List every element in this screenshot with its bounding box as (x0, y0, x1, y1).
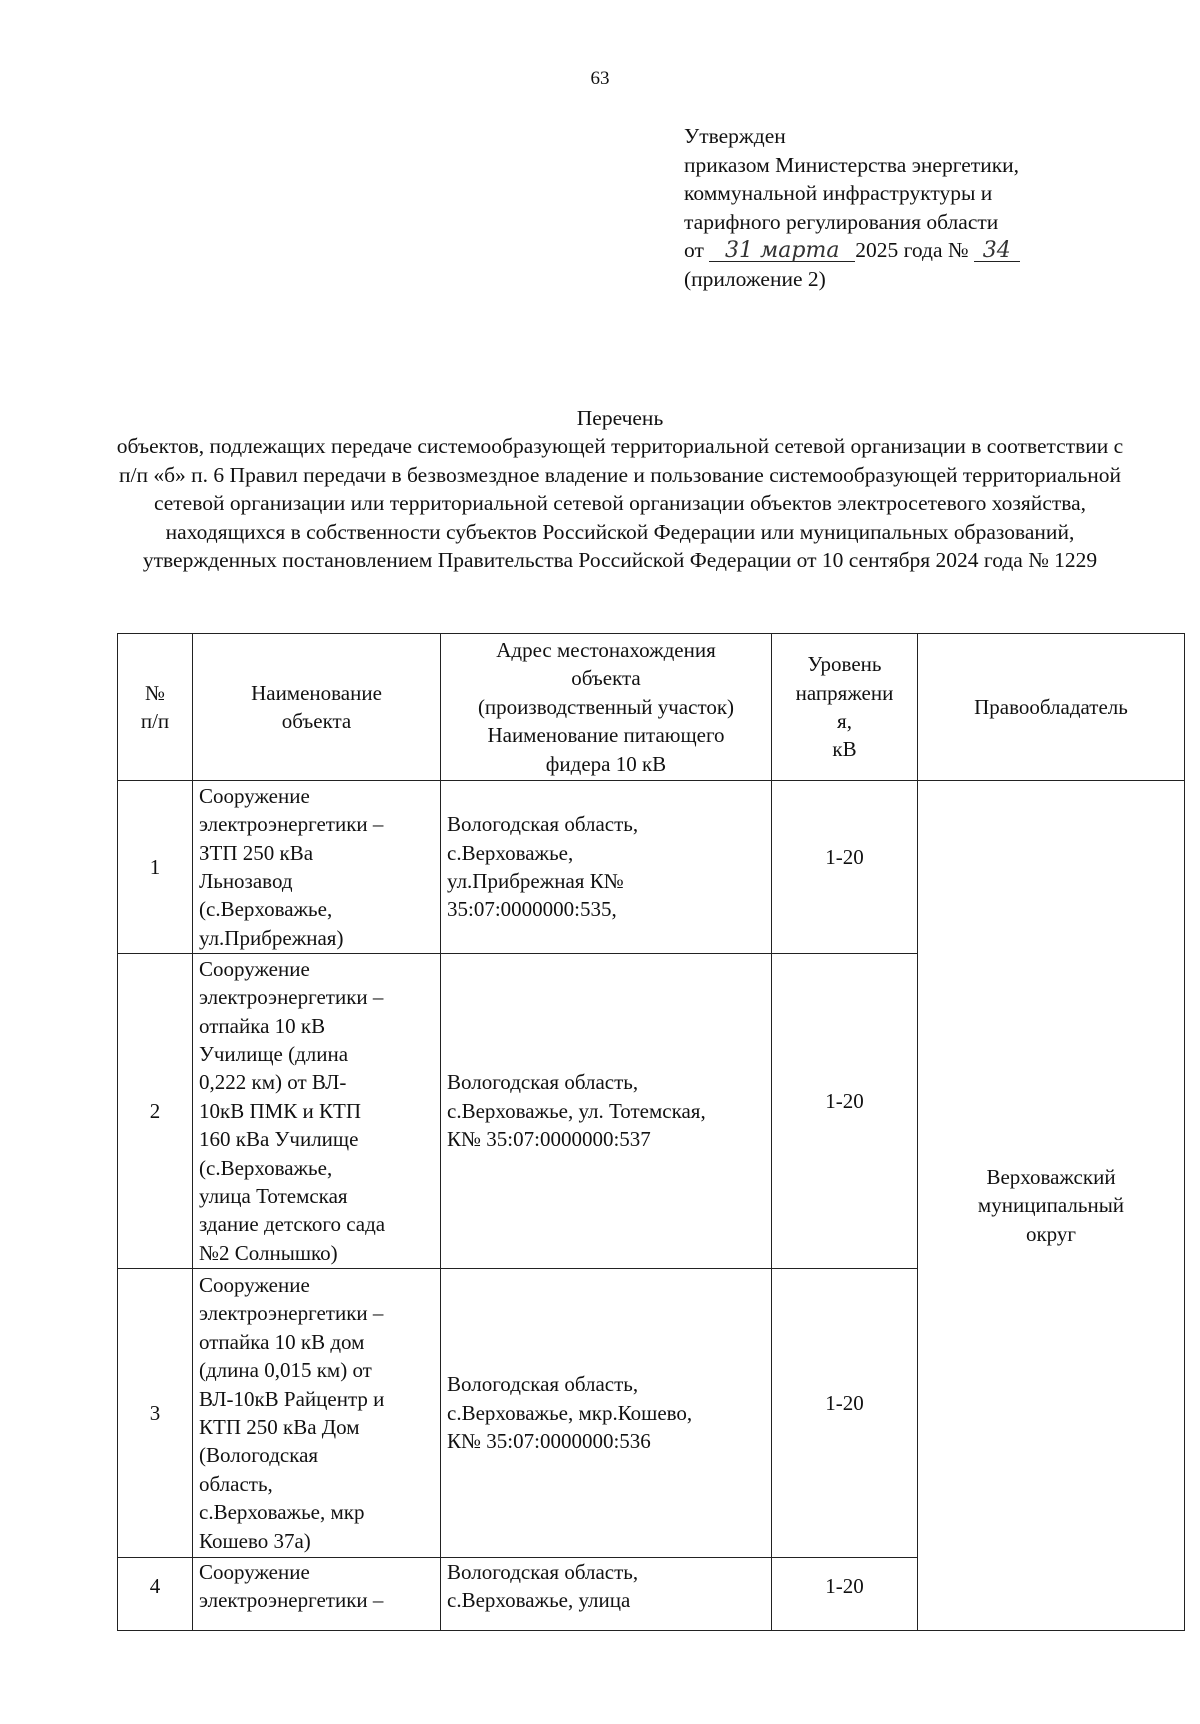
header-voltage: Уровень напряжени я, кВ (772, 634, 918, 781)
approval-line: тарифного регулирования области (684, 209, 999, 234)
header-name: Наименование объекта (193, 634, 441, 781)
document-subtitle: объектов, подлежащих передаче системообразующей территориальной сетевой организации в соответствии с п/п «б» п. 6 Правил передачи в безвозмездное владение и пользование системообразующей территориальной сетевой организации или территориальной сетевой организации объектов электросетевого хозяйства, находящихся в собственности субъектов Российской Федерации или муниципальных образований, утвержденных постановлением Правительства Российской Федерации от 10 сентября 2024 года № 1229 (116, 434, 1124, 573)
handwritten-date: 31 марта (709, 241, 855, 262)
row-voltage: 1-20 (772, 781, 918, 954)
table-row (118, 781, 1185, 954)
row-address: Вологодская область, с.Верховажье, ул. Тотемская, К№ 35:07:0000000:537 (441, 954, 772, 1269)
approval-line: приказом Министерства энергетики, (684, 152, 1020, 177)
row-address: Вологодская область, с.Верховажье, мкр.Кошево, К№ 35:07:0000000:536 (441, 1269, 772, 1558)
approval-block (684, 122, 1144, 294)
document-heading (110, 404, 1130, 574)
date-prefix: от (684, 238, 704, 263)
row-num: 2 (118, 954, 193, 1269)
row-voltage: 1-20 (772, 954, 918, 1269)
row-address: Вологодская область, с.Верховажье, ул.Прибрежная К№ 35:07:0000000:535, (441, 781, 772, 954)
approval-line: Утвержден (684, 124, 786, 148)
row-name: Сооружение электроэнергетики – ЗТП 250 кВа Льнозавод (с.Верховажье, ул.Прибрежная) (193, 781, 441, 954)
row-name: Сооружение электроэнергетики – (193, 1558, 441, 1631)
objects-table (117, 633, 1185, 1631)
appendix-label: (приложение 2) (684, 266, 826, 291)
table-header-row (118, 634, 1185, 781)
row-name: Сооружение электроэнергетики – отпайка 10 кВ дом (длина 0,015 км) от ВЛ-10кВ Райцентр и КТП 250 кВа Дом (Вологодская область, с.Верховажье, мкр Кошево 37а) (193, 1269, 441, 1558)
row-address: Вологодская область, с.Верховажье, улица (441, 1558, 772, 1631)
header-address: Адрес местонахождения объекта (производственный участок) Наименование питающего фидера 10 кВ (441, 634, 772, 781)
row-num: 3 (118, 1269, 193, 1558)
row-num: 4 (118, 1558, 193, 1631)
handwritten-order-number: 34 (974, 241, 1020, 262)
document-title: Перечень (576, 406, 664, 430)
approval-line: коммунальной инфраструктуры и (684, 181, 993, 206)
row-voltage: 1-20 (772, 1269, 918, 1558)
row-owner: Верховажский муниципальный округ (918, 781, 1185, 1631)
header-num: № п/п (118, 634, 193, 781)
page-number: 63 (590, 68, 610, 89)
approval-date-line (684, 236, 1144, 265)
row-num: 1 (118, 781, 193, 954)
row-name: Сооружение электроэнергетики – отпайка 10 кВ Училище (длина 0,222 км) от ВЛ- 10кВ ПМК и КТП 160 кВа Училище (с.Верховажье, улица Тотемская здание детского сада №2 Солнышко) (193, 954, 441, 1269)
header-owner: Правообладатель (918, 634, 1185, 781)
row-voltage: 1-20 (772, 1558, 918, 1631)
year-text: 2025 года № (855, 238, 969, 263)
